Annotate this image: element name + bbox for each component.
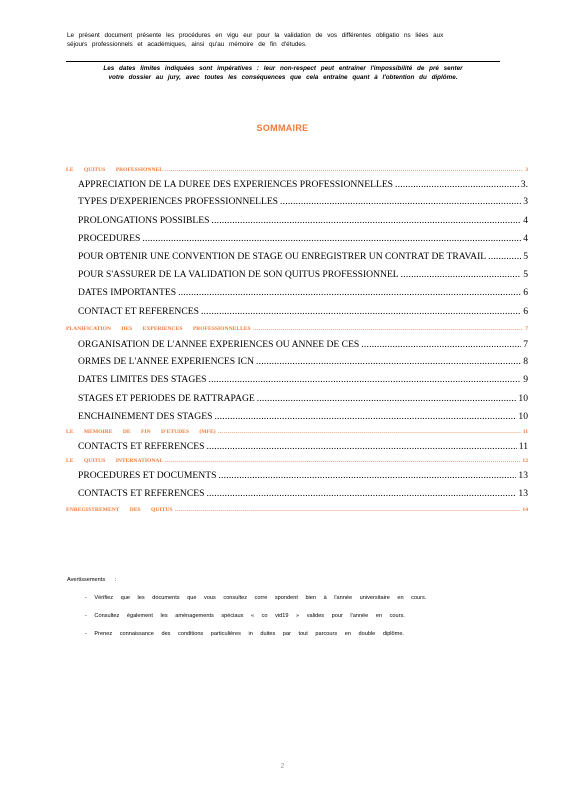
toc-leader-dots: [206, 441, 516, 452]
toc-leader-dots: [218, 470, 516, 481]
toc-entry-title: LE MEMOIRE DE FIN D'ETUDES (MFE): [66, 429, 216, 435]
page-number: 2: [280, 763, 285, 770]
toc-entry[interactable]: [66, 251, 528, 262]
toc-section-entry[interactable]: [66, 429, 528, 435]
toc-page-number: 8: [523, 356, 528, 367]
toc-page-number: 10: [518, 393, 528, 404]
toc-entry-title: POUR S'ASSURER DE LA VALIDATION DE SON QUITUS PROFESSIONNEL: [78, 269, 399, 280]
toc-page-number: 4: [523, 215, 528, 226]
warning-line: Les dates limites indiquées sont impératives : leur non-respect peut entraîner l'impossibilité de pré senter: [103, 65, 463, 72]
warnings-title: Avertissements :: [67, 577, 117, 583]
toc-leader-dots: [257, 393, 517, 404]
toc-entry-title: CONTACT ET REFERENCES: [78, 306, 199, 317]
toc-entry[interactable]: [66, 339, 528, 350]
toc-entry-title: APPRECIATION DE LA DUREE DES EXPERIENCES PROFESSIONNELLES: [78, 179, 394, 190]
toc-entry[interactable]: [66, 470, 528, 481]
toc-page-number: 6: [523, 306, 528, 317]
toc-page-number: 3: [523, 196, 528, 207]
warning-item: - Consultez également les aménagements spéciaux « co vid19 » valides pour l'année en cours.: [85, 612, 497, 620]
toc-page-number: 3.: [520, 179, 528, 190]
toc-page-number: 12: [522, 458, 528, 464]
toc-entry-title: POUR OBTENIR UNE CONVENTION DE STAGE OU ENREGISTRER UN CONTRAT DE TRAVAIL: [78, 251, 487, 262]
toc-leader-dots: [178, 287, 521, 298]
toc-page-number: 6: [523, 287, 528, 298]
toc-page-number: 7: [525, 326, 528, 332]
toc-entry[interactable]: [66, 411, 528, 422]
toc-entry[interactable]: [66, 393, 528, 404]
warning-item: - Prenez connaissance des conditions particulières in duites par tout parcours en double diplôme.: [85, 630, 497, 638]
toc-entry-title: ENREGISTREMENT DES QUITUS: [66, 507, 173, 513]
toc-entry[interactable]: [66, 269, 528, 280]
toc-page-number: 3: [525, 167, 528, 173]
toc-leader-dots: [206, 488, 516, 499]
toc-leader-dots: [165, 167, 523, 173]
toc-entry-title: LE QUITUS PROFESSIONNEL: [66, 167, 163, 173]
toc-entry-title: ENCHAINEMENT DES STAGES: [78, 411, 213, 422]
toc-leader-dots: [165, 458, 520, 464]
toc-leader-dots: [201, 306, 521, 317]
toc-entry-title: DATES IMPORTANTES: [78, 287, 177, 298]
toc-section-entry[interactable]: [66, 458, 528, 464]
toc-entry[interactable]: [66, 215, 528, 226]
intro-line: séjours professionnels et académiques, ainsi qu'au mémoire de fin d'études.: [67, 41, 307, 48]
toc-entry-title: PROLONGATIONS POSSIBLES: [78, 215, 210, 226]
toc-entry-title: PROCEDURES ET DOCUMENTS: [78, 470, 217, 481]
toc-leader-dots: [280, 196, 521, 207]
toc-entry[interactable]: [66, 488, 528, 499]
sommaire-title: SOMMAIRE: [256, 123, 309, 133]
toc-entry-title: STAGES ET PERIODES DE RATTRAPAGE: [78, 393, 255, 404]
toc-leader-dots: [256, 356, 521, 367]
toc-page-number: 7: [523, 339, 528, 350]
toc-leader-dots: [361, 339, 521, 350]
toc-entry[interactable]: [66, 196, 528, 207]
toc-entry[interactable]: [66, 356, 528, 367]
toc-entry-title: ORMES DE L'ANNEE EXPERIENCES ICN: [78, 356, 255, 367]
toc-section-entry[interactable]: [66, 507, 528, 513]
toc-leader-dots: [253, 326, 524, 332]
toc-entry[interactable]: [66, 306, 528, 317]
toc-entry-title: LE QUITUS INTERNATIONAL: [66, 458, 164, 464]
toc-leader-dots: [488, 251, 521, 262]
toc-page-number: 11: [522, 429, 528, 435]
toc-leader-dots: [208, 374, 521, 385]
toc-leader-dots: [175, 507, 521, 513]
toc-entry-title: DATES LIMITES DES STAGES: [78, 374, 207, 385]
warnings-list: [67, 594, 497, 638]
toc-page-number: 9: [523, 374, 528, 385]
intro-line: Le présent document présente les procédures en vigu eur pour la validation de vos différentes obligatio ns liées aux: [67, 32, 444, 39]
warning-line: votre dossier au jury, avec toutes les conséquences que cela entraîne quant à l'obtention du diplôme.: [108, 74, 458, 81]
toc-page-number: 5: [523, 251, 528, 262]
toc-entry-title: ORGANISATION DE L'ANNEE EXPERIENCES OU ANNEE DE CES: [78, 339, 360, 350]
toc-entry[interactable]: [66, 233, 528, 244]
warnings-block: [67, 576, 497, 648]
toc-leader-dots: [142, 233, 521, 244]
intro-paragraph: [67, 31, 495, 49]
toc-leader-dots: [401, 269, 522, 280]
toc-entry-title: CONTACTS ET REFERENCES: [78, 488, 205, 499]
toc-section-entry[interactable]: [66, 167, 528, 173]
toc-entry[interactable]: [66, 374, 528, 385]
toc-page-number: 13: [518, 470, 528, 481]
deadline-warning: [66, 61, 500, 82]
toc-leader-dots: [218, 429, 521, 435]
toc-entry[interactable]: [66, 179, 528, 190]
toc-leader-dots: [211, 215, 521, 226]
toc-entry[interactable]: [66, 441, 528, 452]
toc-page-number: 10: [518, 411, 528, 422]
toc-entry-title: TYPES D'EXPERIENCES PROFESSIONNELLES: [78, 196, 279, 207]
toc-leader-dots: [214, 411, 516, 422]
toc-page-number: 11: [518, 441, 528, 452]
toc-page-number: 5: [523, 269, 528, 280]
toc-entry-title: PROCEDURES: [78, 233, 141, 244]
toc-entry[interactable]: [66, 287, 528, 298]
warning-item: - Vérifiez que les documents que vous consultez corre spondent bien à l'année universitaire en cours.: [85, 594, 497, 602]
toc-page-number: 14: [522, 507, 528, 513]
toc-entry-title: CONTACTS ET REFERENCES: [78, 441, 205, 452]
toc-section-entry[interactable]: [66, 326, 528, 332]
toc-entry-title: PLANIFICATION DES EXPERIENCES PROFESSIONNELLES: [66, 326, 251, 332]
toc-page-number: 4: [523, 233, 528, 244]
toc-leader-dots: [395, 179, 519, 190]
toc-page-number: 13: [518, 488, 528, 499]
